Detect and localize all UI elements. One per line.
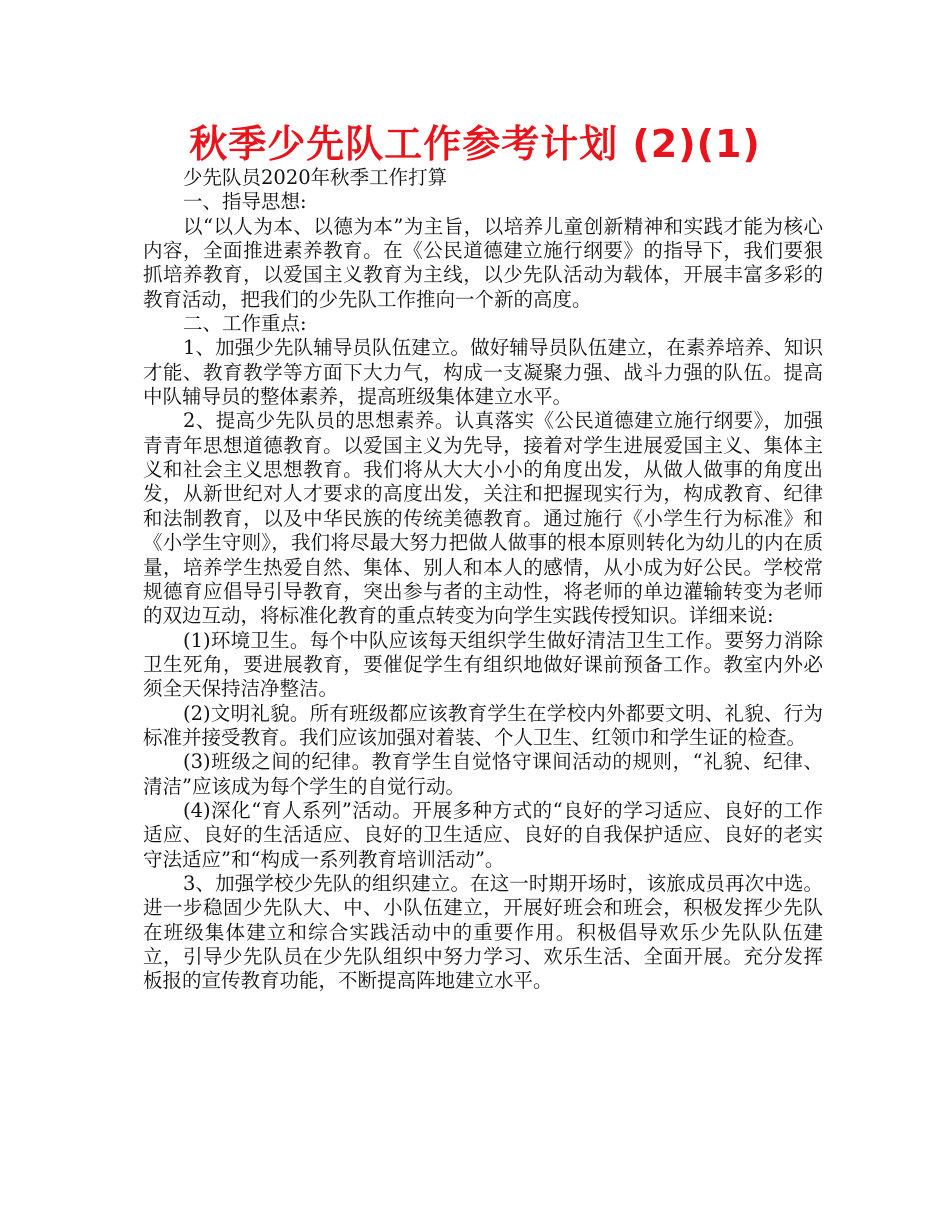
sub-item-4-paragraph: (4)深化“育人系列”活动。开展多种方式的“良好的学习适应、良好的工作适应、良好的生活适应、良好的卫生适应、良好的自我保护适应、良好的老实守法适应”和“构成一系列教育培训活动”。: [143, 798, 823, 871]
sub-item-3-paragraph: (3)班级之间的纪律。教育学生自觉恪守课间活动的规则，“礼貌、纪律、清洁”应该成为每个学生的自觉行动。: [143, 750, 823, 798]
sub-item-1-paragraph: (1)环境卫生。每个中队应该每天组织学生做好清洁卫生工作。要努力消除卫生死角，要进展教育，要催促学生有组织地做好课前预备工作。教室内外必须全天保持洁净整洁。: [143, 628, 823, 701]
focus-item-3-paragraph: 3、加强学校少先队的组织建立。在这一时期开场时，该旅成员再次中选。进一步稳固少先队大、中、小队伍建立，开展好班会和班会，积极发挥少先队在班级集体建立和综合实践活动中的重要作用。积极倡导欢乐少先队队伍建立，引导少先队员在少先队组织中努力学习、欢乐生活、全面开展。充分发挥板报的宣传教育功能，不断提高阵地建立水平。: [143, 871, 823, 993]
sub-item-2-paragraph: (2)文明礼貌。所有班级都应该教育学生在学校内外都要文明、礼貌、行为标准并接受教育。我们应该加强对着装、个人卫生、红领巾和学生证的检查。: [143, 701, 823, 749]
focus-item-1-paragraph: 1、加强少先队辅导员队伍建立。做好辅导员队伍建立，在素养培养、知识才能、教育教学等方面下大力气，构成一支凝聚力强、战斗力强的队伍。提高中队辅导员的整体素养，提高班级集体建立水平。: [143, 336, 823, 409]
document-title: 秋季少先队工作参考计划 (2)(1): [189, 122, 761, 166]
document-body: [143, 166, 823, 994]
subtitle-paragraph: 少先队员2020年秋季工作打算: [183, 166, 448, 189]
guiding-thought-paragraph: 以“以人为本、以德为本”为主旨，以培养儿童创新精神和实践才能为核心内容，全面推进素养教育。在《公民道德建立施行纲要》的指导下，我们要狠抓培养教育，以爱国主义教育为主线，以少先队活动为载体，开展丰富多彩的教育活动，把我们的少先队工作推向一个新的高度。: [143, 214, 823, 311]
focus-item-2-paragraph: 2、提高少先队员的思想素养。认真落实《公民道德建立施行纲要》，加强青青年思想道德教育。以爱国主义为先导，接着对学生进展爱国主义、集体主义和社会主义思想教育。我们将从大大小小的角度出发，从做人做事的角度出发，从新世纪对人才要求的高度出发，关注和把握现实行为，构成教育、纪律和法制教育，以及中华民族的传统美德教育。通过施行《小学生行为标准》和《小学生守则》，我们将尽最大努力把做人做事的根本原则转化为幼儿的内在质量，培养学生热爱自然、集体、别人和本人的感情，从小成为好公民。学校常规德育应倡导引导教育，突出参与者的主动性，将老师的单边灌输转变为老师的双边互动，将标准化教育的重点转变为向学生实践传授知识。详细来说:: [143, 409, 823, 628]
section-heading-guiding-thought: 一、指导思想:: [183, 190, 307, 214]
section-heading-work-focus: 二、工作重点:: [183, 312, 307, 336]
